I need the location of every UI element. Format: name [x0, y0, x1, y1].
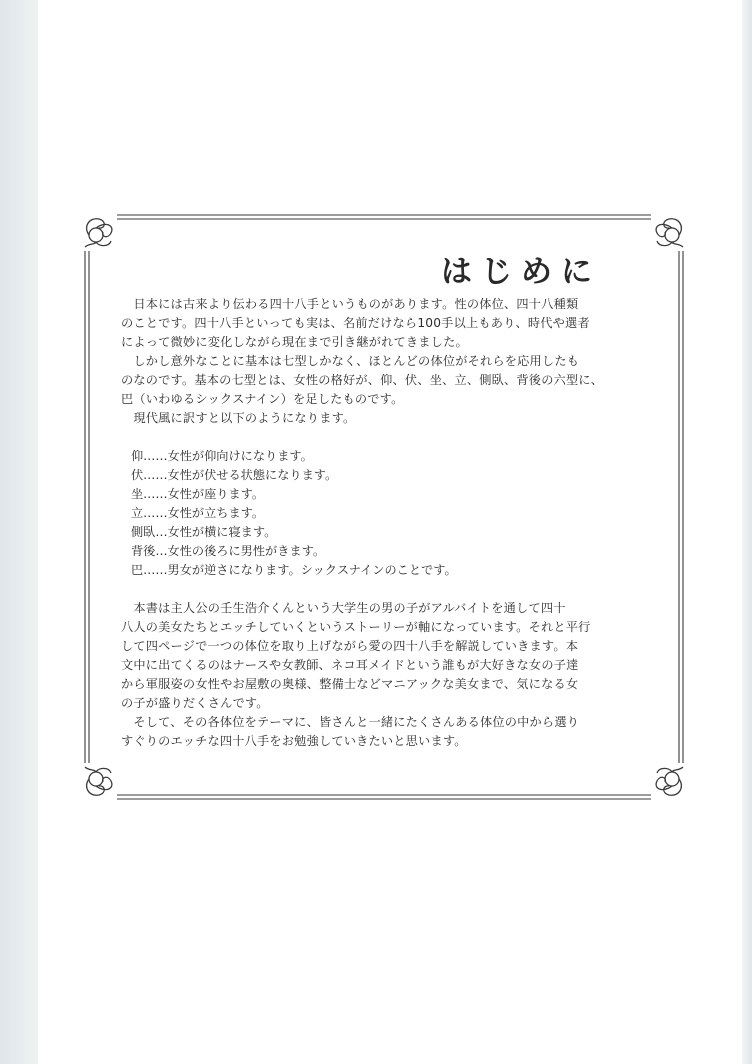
text-line: して四ページで一つの体位を取り上げながら愛の四十八手を解説していきます。本: [121, 639, 579, 653]
text-line: しかし意外なことに基本は七型しかなく、ほとんどの体位がそれらを応用したも: [121, 354, 580, 368]
paragraph: [121, 713, 649, 751]
scan-edge-right: [742, 0, 752, 1064]
swirl-ornament-icon: [647, 211, 687, 251]
spacer: [121, 580, 649, 599]
swirl-ornament-icon: [81, 763, 121, 803]
list-item: 伏……女性が伏せる状態になります。: [131, 468, 338, 482]
paragraph: [121, 409, 649, 428]
list-item: 仰……女性が仰向けになります。: [131, 449, 313, 463]
body-text: [121, 295, 649, 751]
text-line: のなのです。基本の七型とは、女性の格好が、仰、伏、坐、立、側臥、背後の六型に、: [121, 373, 604, 387]
text-line: によって微妙に変化しながら現在まで引き継がれてきました。: [121, 335, 468, 349]
text-line: から軍服姿の女性やお屋敷の奥様、整備士などマニアックな美女まで、気になる女: [121, 677, 579, 691]
text-line: の子が盛りだくさんです。: [121, 696, 269, 710]
text-line: 現代風に訳すと以下のようになります。: [121, 411, 356, 425]
text-line: のことです。四十八手といっても実は、名前だけなら100手以上もあり、時代や選者: [121, 316, 590, 330]
text-line: 本書は主人公の壬生浩介くんという大学生の男の子がアルバイトを通して四十: [121, 601, 566, 615]
list-item: 坐……女性が座ります。: [131, 487, 265, 501]
paragraph: [121, 599, 649, 713]
paragraph: [121, 295, 649, 352]
swirl-ornament-icon: [81, 211, 121, 251]
spacer: [121, 428, 649, 447]
text-line: 日本には古来より伝わる四十八手というものがあります。性の体位、四十八種類: [121, 297, 579, 311]
positions-list: [121, 447, 649, 580]
list-item: 立……女性が立ちます。: [131, 506, 265, 520]
text-line: 巴（いわゆるシックスナイン）を足したものです。: [121, 392, 404, 406]
list-item: 側臥…女性が横に寝ます。: [131, 525, 277, 539]
text-line: 八人の美女たちとエッチしていくというストーリーが軸になっています。それと平行: [121, 620, 591, 634]
text-line: 文中に出てくるのはナースや女教師、ネコ耳メイドという誰もが大好きな女の子達: [121, 658, 579, 672]
text-line: すぐりのエッチな四十八手をお勉強していきたいと思います。: [121, 734, 467, 748]
scan-edge-left: [0, 0, 38, 1064]
list-item: 背後…女性の後ろに男性がきます。: [131, 544, 326, 558]
decorative-frame: [81, 211, 687, 803]
swirl-ornament-icon: [647, 763, 687, 803]
book-page: [38, 0, 742, 1064]
page-title: はじめに: [441, 254, 601, 290]
paragraph: [121, 352, 649, 409]
list-item: 巴……男女が逆さになります。シックスナインのことです。: [131, 563, 457, 577]
text-line: そして、その各体位をテーマに、皆さんと一緒にたくさんある体位の中から選り: [121, 715, 580, 729]
